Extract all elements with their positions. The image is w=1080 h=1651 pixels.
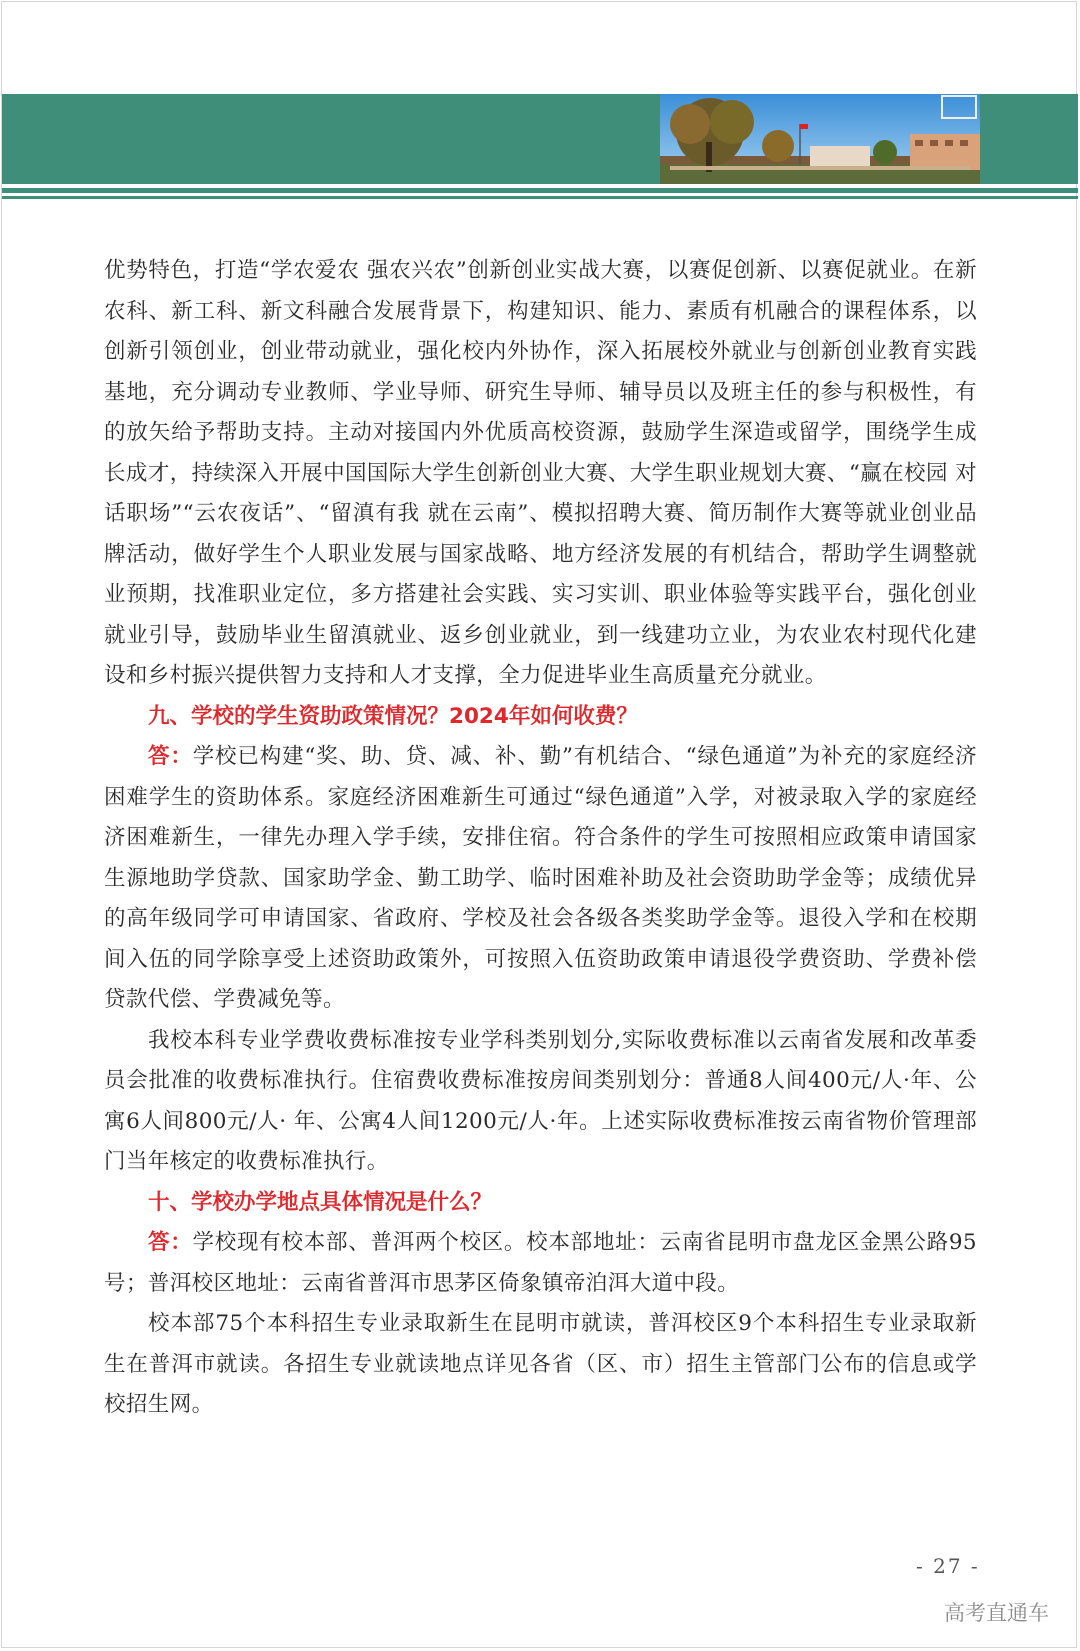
- page-number: - 27 -: [916, 1554, 980, 1578]
- answer-label: 答：: [148, 1230, 193, 1255]
- header-rule-thin: [2, 196, 1078, 199]
- answer-label: 答：: [148, 744, 193, 769]
- answer-9-paragraph: [104, 737, 977, 1021]
- paragraph-employment: 优势特色，打造“学农爱农 强农兴农”创新创业实战大赛，以赛促创新、以赛促就业。在新农科、新工科、新文科融合发展背景下，构建知识、能力、素质有机融合的课程体系，以创新引领创业，创业带动就业，强化校内外协作，深入拓展校外就业与创新创业教育实践基地，充分调动专业教师、学业导师、研究生导师、辅导员以及班主任的参与积极性，有的放矢给予帮助支持。主动对接国内外优质高校资源，鼓励学生深造或留学，围绕学生成长成才，持续深入开展中国国际大学生创新创业大赛、大学生职业规划大赛、“赢在校园 对话职场”“云农夜话”、“留滇有我 就在云南”、模拟招聘大赛、简历制作大赛等就业创业品牌活动，做好学生个人职业发展与国家战略、地方经济发展的有机结合，帮助学生调整就业预期，找准职业定位，多方搭建社会实践、实习实训、职业体验等实践平台，强化创业就业引导，鼓励毕业生留滇就业、返乡创业就业，到一线建功立业，为农业农村现代化建设和乡村振兴提供智力支持和人才支撑，全力促进毕业生高质量充分就业。: [104, 258, 977, 688]
- answer-9-text: 学校已构建“奖、助、贷、减、补、勤”有机结合、“绿色通道”为补充的家庭经济困难学生的资助体系。家庭经济困难新生可通过“绿色通道”入学，对被录取入学的家庭经济困难新生，一律先办理入学手续，安排住宿。符合条件的学生可按照相应政策申请国家生源地助学贷款、国家助学金、勤工助学、临时困难补助及社会资助助学金等；成绩优异的高年级同学可申请国家、省政府、学校及社会各级各类奖助学金等。退役入学和在校期间入伍的同学除享受上述资助政策外，可按照入伍资助政策申请退役学费资助、学费补偿贷款代偿、学费减免等。: [104, 744, 977, 1012]
- watermark-text: 高考直通车: [944, 1601, 1049, 1625]
- header-rule: [2, 188, 1078, 193]
- campus-photo: [660, 94, 980, 184]
- answer-10-text: 学校现有校本部、普洱两个校区。校本部地址：云南省昆明市盘龙区金黑公路95号；普洱校区地址：云南省普洱市思茅区倚象镇帝泊洱大道中段。: [104, 1230, 977, 1296]
- answer-10-paragraph: [104, 1223, 977, 1304]
- question-9-heading: 九、学校的学生资助政策情况？2024年如何收费？: [148, 703, 638, 729]
- question-10-heading: 十、学校办学地点具体情况是什么？: [148, 1189, 493, 1215]
- campus-study-paragraph: 校本部75个本科招生专业录取新生在昆明市就读，普洱校区9个本科招生专业录取新生在普洱市就读。各招生专业就读地点详见各省（区、市）招生主管部门公布的信息或学校招生网。: [104, 1311, 977, 1417]
- main-content: [104, 251, 977, 1426]
- tuition-paragraph: 我校本科专业学费收费标准按专业学科类别划分,实际收费标准以云南省发展和改革委员会批准的收费标准执行。住宿费收费标准按房间类别划分：普通8人间400元/人·年、公寓6人间800元/人· 年、公寓4人间1200元/人·年。上述实际收费标准按云南省物价管理部门当年核定的收费标准执行。: [104, 1027, 977, 1174]
